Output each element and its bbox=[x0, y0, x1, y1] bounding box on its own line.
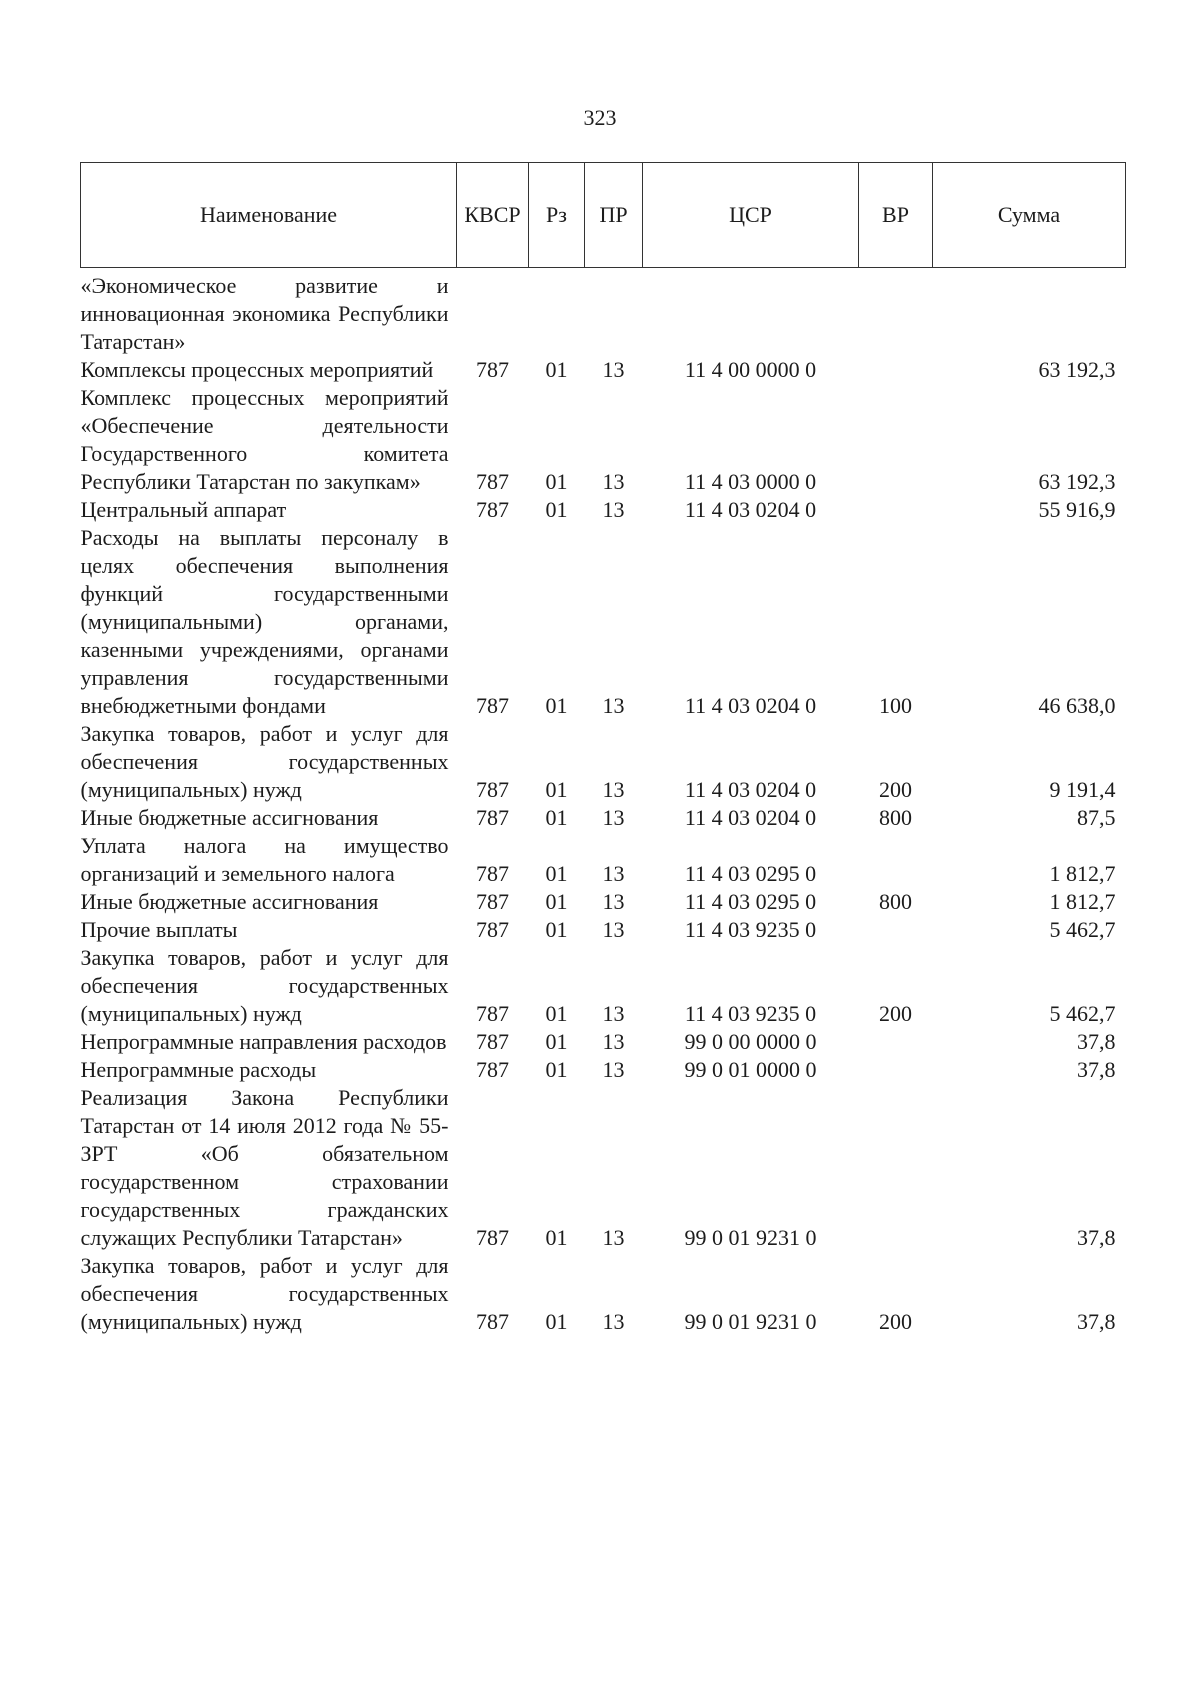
cell-csr: 11 4 03 0204 0 bbox=[684, 805, 817, 830]
cell-pr: 13 bbox=[602, 777, 625, 802]
cell-name: Уплата налога на имущество организаций и земельного налога bbox=[80, 833, 449, 886]
cell-sum: 5 462,7 bbox=[1049, 1001, 1116, 1026]
cell-rz: 01 bbox=[545, 889, 568, 914]
cell-name: Расходы на выплаты персоналу в целях обеспечения выполнения функций государственными (муниципальными) органами, казенными учреждениями, органами управления государственными внебюджетными фондами bbox=[80, 525, 449, 718]
table-row bbox=[81, 720, 1126, 804]
cell-csr: 99 0 01 0000 0 bbox=[684, 1057, 817, 1082]
cell-kvsr: 787 bbox=[476, 777, 509, 802]
cell-vr: 200 bbox=[879, 777, 912, 802]
cell-rz: 01 bbox=[545, 1029, 568, 1054]
cell-kvsr bbox=[457, 268, 529, 357]
cell-vr bbox=[859, 1028, 933, 1056]
cell-sum: 55 916,9 bbox=[1038, 497, 1116, 522]
cell-pr: 13 bbox=[602, 1001, 625, 1026]
cell-csr: 11 4 03 9235 0 bbox=[684, 917, 817, 942]
cell-rz: 01 bbox=[545, 917, 568, 942]
cell-name: Закупка товаров, работ и услуг для обеспечения государственных (муниципальных) нужд bbox=[80, 1253, 449, 1334]
cell-vr: 800 bbox=[879, 805, 912, 830]
cell-csr: 11 4 03 0204 0 bbox=[684, 497, 817, 522]
cell-kvsr: 787 bbox=[476, 861, 509, 886]
header-name: Наименование bbox=[81, 163, 457, 268]
cell-kvsr: 787 bbox=[476, 469, 509, 494]
cell-pr: 13 bbox=[602, 469, 625, 494]
table-body bbox=[81, 268, 1126, 1337]
table-row bbox=[81, 384, 1126, 496]
cell-rz: 01 bbox=[545, 1057, 568, 1082]
cell-csr: 11 4 03 0204 0 bbox=[684, 777, 817, 802]
cell-sum: 37,8 bbox=[1077, 1309, 1116, 1334]
header-vr: ВР bbox=[859, 163, 933, 268]
cell-pr: 13 bbox=[602, 917, 625, 942]
cell-kvsr: 787 bbox=[476, 357, 509, 382]
header-sum: Сумма bbox=[933, 163, 1126, 268]
cell-csr: 11 4 03 0000 0 bbox=[684, 469, 817, 494]
cell-kvsr: 787 bbox=[476, 693, 509, 718]
cell-sum: 46 638,0 bbox=[1038, 693, 1116, 718]
cell-csr: 11 4 03 0295 0 bbox=[684, 861, 817, 886]
cell-rz: 01 bbox=[545, 1001, 568, 1026]
cell-name: Реализация Закона Республики Татарстан от 14 июля 2012 года № 55-ЗРТ «Об обязательном государственном страховании государственных гражданских служащих Республики Татарстан» bbox=[80, 1085, 449, 1250]
cell-sum: 37,8 bbox=[1077, 1057, 1116, 1082]
cell-name: «Экономическое развитие и инновационная экономика Республики Татарстан» bbox=[80, 273, 449, 354]
cell-vr bbox=[859, 268, 933, 357]
table-row bbox=[81, 804, 1126, 832]
table-row bbox=[81, 268, 1126, 357]
table-row bbox=[81, 1028, 1126, 1056]
table-row bbox=[81, 916, 1126, 944]
table-row bbox=[81, 356, 1126, 384]
cell-rz: 01 bbox=[545, 1309, 568, 1334]
cell-pr: 13 bbox=[602, 357, 625, 382]
cell-rz: 01 bbox=[545, 777, 568, 802]
cell-vr bbox=[859, 1056, 933, 1084]
table-row bbox=[81, 944, 1126, 1028]
cell-vr bbox=[859, 496, 933, 524]
cell-rz: 01 bbox=[545, 357, 568, 382]
cell-rz: 01 bbox=[545, 861, 568, 886]
cell-vr: 200 bbox=[879, 1309, 912, 1334]
cell-csr: 11 4 03 0295 0 bbox=[684, 889, 817, 914]
cell-rz: 01 bbox=[545, 805, 568, 830]
cell-pr bbox=[585, 268, 643, 357]
cell-pr: 13 bbox=[602, 861, 625, 886]
cell-csr: 11 4 03 0204 0 bbox=[684, 693, 817, 718]
cell-sum: 9 191,4 bbox=[1049, 777, 1116, 802]
cell-name: Комплекс процессных мероприятий «Обеспечение деятельности Государственного комитета Республики Татарстан по закупкам» bbox=[80, 385, 449, 494]
cell-name: Закупка товаров, работ и услуг для обеспечения государственных (муниципальных) нужд bbox=[80, 721, 449, 802]
table-header bbox=[81, 163, 1126, 268]
cell-name: Непрограммные направления расходов bbox=[80, 1029, 447, 1054]
table-row bbox=[81, 1084, 1126, 1252]
cell-rz: 01 bbox=[545, 693, 568, 718]
cell-vr bbox=[859, 832, 933, 888]
header-rz: Рз bbox=[529, 163, 585, 268]
cell-name: Прочие выплаты bbox=[80, 917, 238, 942]
cell-vr bbox=[859, 1084, 933, 1252]
budget-table bbox=[80, 162, 1126, 1336]
cell-sum bbox=[933, 268, 1126, 357]
cell-name: Непрограммные расходы bbox=[80, 1057, 317, 1082]
cell-rz: 01 bbox=[545, 1225, 568, 1250]
cell-pr: 13 bbox=[602, 1309, 625, 1334]
cell-kvsr: 787 bbox=[476, 1057, 509, 1082]
cell-kvsr: 787 bbox=[476, 1001, 509, 1026]
cell-rz: 01 bbox=[545, 497, 568, 522]
header-kvsr: КВСР bbox=[457, 163, 529, 268]
cell-kvsr: 787 bbox=[476, 1309, 509, 1334]
cell-kvsr: 787 bbox=[476, 1029, 509, 1054]
cell-vr: 800 bbox=[879, 889, 912, 914]
cell-name: Комплексы процессных мероприятий bbox=[80, 357, 434, 382]
cell-vr bbox=[859, 384, 933, 496]
cell-vr bbox=[859, 916, 933, 944]
page-number: 323 bbox=[583, 105, 617, 130]
cell-csr: 11 4 00 0000 0 bbox=[684, 357, 817, 382]
table-row bbox=[81, 1252, 1126, 1336]
header-csr: ЦСР bbox=[643, 163, 859, 268]
cell-name: Иные бюджетные ассигнования bbox=[80, 889, 379, 914]
cell-sum: 63 192,3 bbox=[1038, 469, 1116, 494]
cell-rz: 01 bbox=[545, 469, 568, 494]
cell-sum: 1 812,7 bbox=[1049, 889, 1116, 914]
cell-sum: 87,5 bbox=[1077, 805, 1116, 830]
table-row bbox=[81, 496, 1126, 524]
cell-pr: 13 bbox=[602, 1029, 625, 1054]
cell-csr: 99 0 01 9231 0 bbox=[684, 1225, 817, 1250]
cell-rz bbox=[529, 268, 585, 357]
cell-pr: 13 bbox=[602, 1057, 625, 1082]
cell-sum: 37,8 bbox=[1077, 1225, 1116, 1250]
cell-pr: 13 bbox=[602, 693, 625, 718]
header-pr: ПР bbox=[585, 163, 643, 268]
cell-vr: 200 bbox=[879, 1001, 912, 1026]
cell-csr: 99 0 01 9231 0 bbox=[684, 1309, 817, 1334]
cell-name: Иные бюджетные ассигнования bbox=[80, 805, 379, 830]
cell-pr: 13 bbox=[602, 1225, 625, 1250]
cell-kvsr: 787 bbox=[476, 497, 509, 522]
cell-name: Закупка товаров, работ и услуг для обеспечения государственных (муниципальных) нужд bbox=[80, 945, 449, 1026]
cell-vr bbox=[859, 356, 933, 384]
cell-sum: 63 192,3 bbox=[1038, 357, 1116, 382]
cell-csr: 99 0 00 0000 0 bbox=[684, 1029, 817, 1054]
cell-kvsr: 787 bbox=[476, 1225, 509, 1250]
cell-sum: 1 812,7 bbox=[1049, 861, 1116, 886]
table-row bbox=[81, 888, 1126, 916]
cell-kvsr: 787 bbox=[476, 917, 509, 942]
cell-csr: 11 4 03 9235 0 bbox=[684, 1001, 817, 1026]
table-row bbox=[81, 832, 1126, 888]
cell-pr: 13 bbox=[602, 889, 625, 914]
table-row bbox=[81, 1056, 1126, 1084]
cell-kvsr: 787 bbox=[476, 805, 509, 830]
cell-vr: 100 bbox=[879, 693, 912, 718]
table-row bbox=[81, 524, 1126, 720]
cell-name: Центральный аппарат bbox=[80, 497, 287, 522]
cell-pr: 13 bbox=[602, 497, 625, 522]
cell-sum: 37,8 bbox=[1077, 1029, 1116, 1054]
cell-csr bbox=[643, 268, 859, 357]
cell-kvsr: 787 bbox=[476, 889, 509, 914]
cell-sum: 5 462,7 bbox=[1049, 917, 1116, 942]
cell-pr: 13 bbox=[602, 805, 625, 830]
